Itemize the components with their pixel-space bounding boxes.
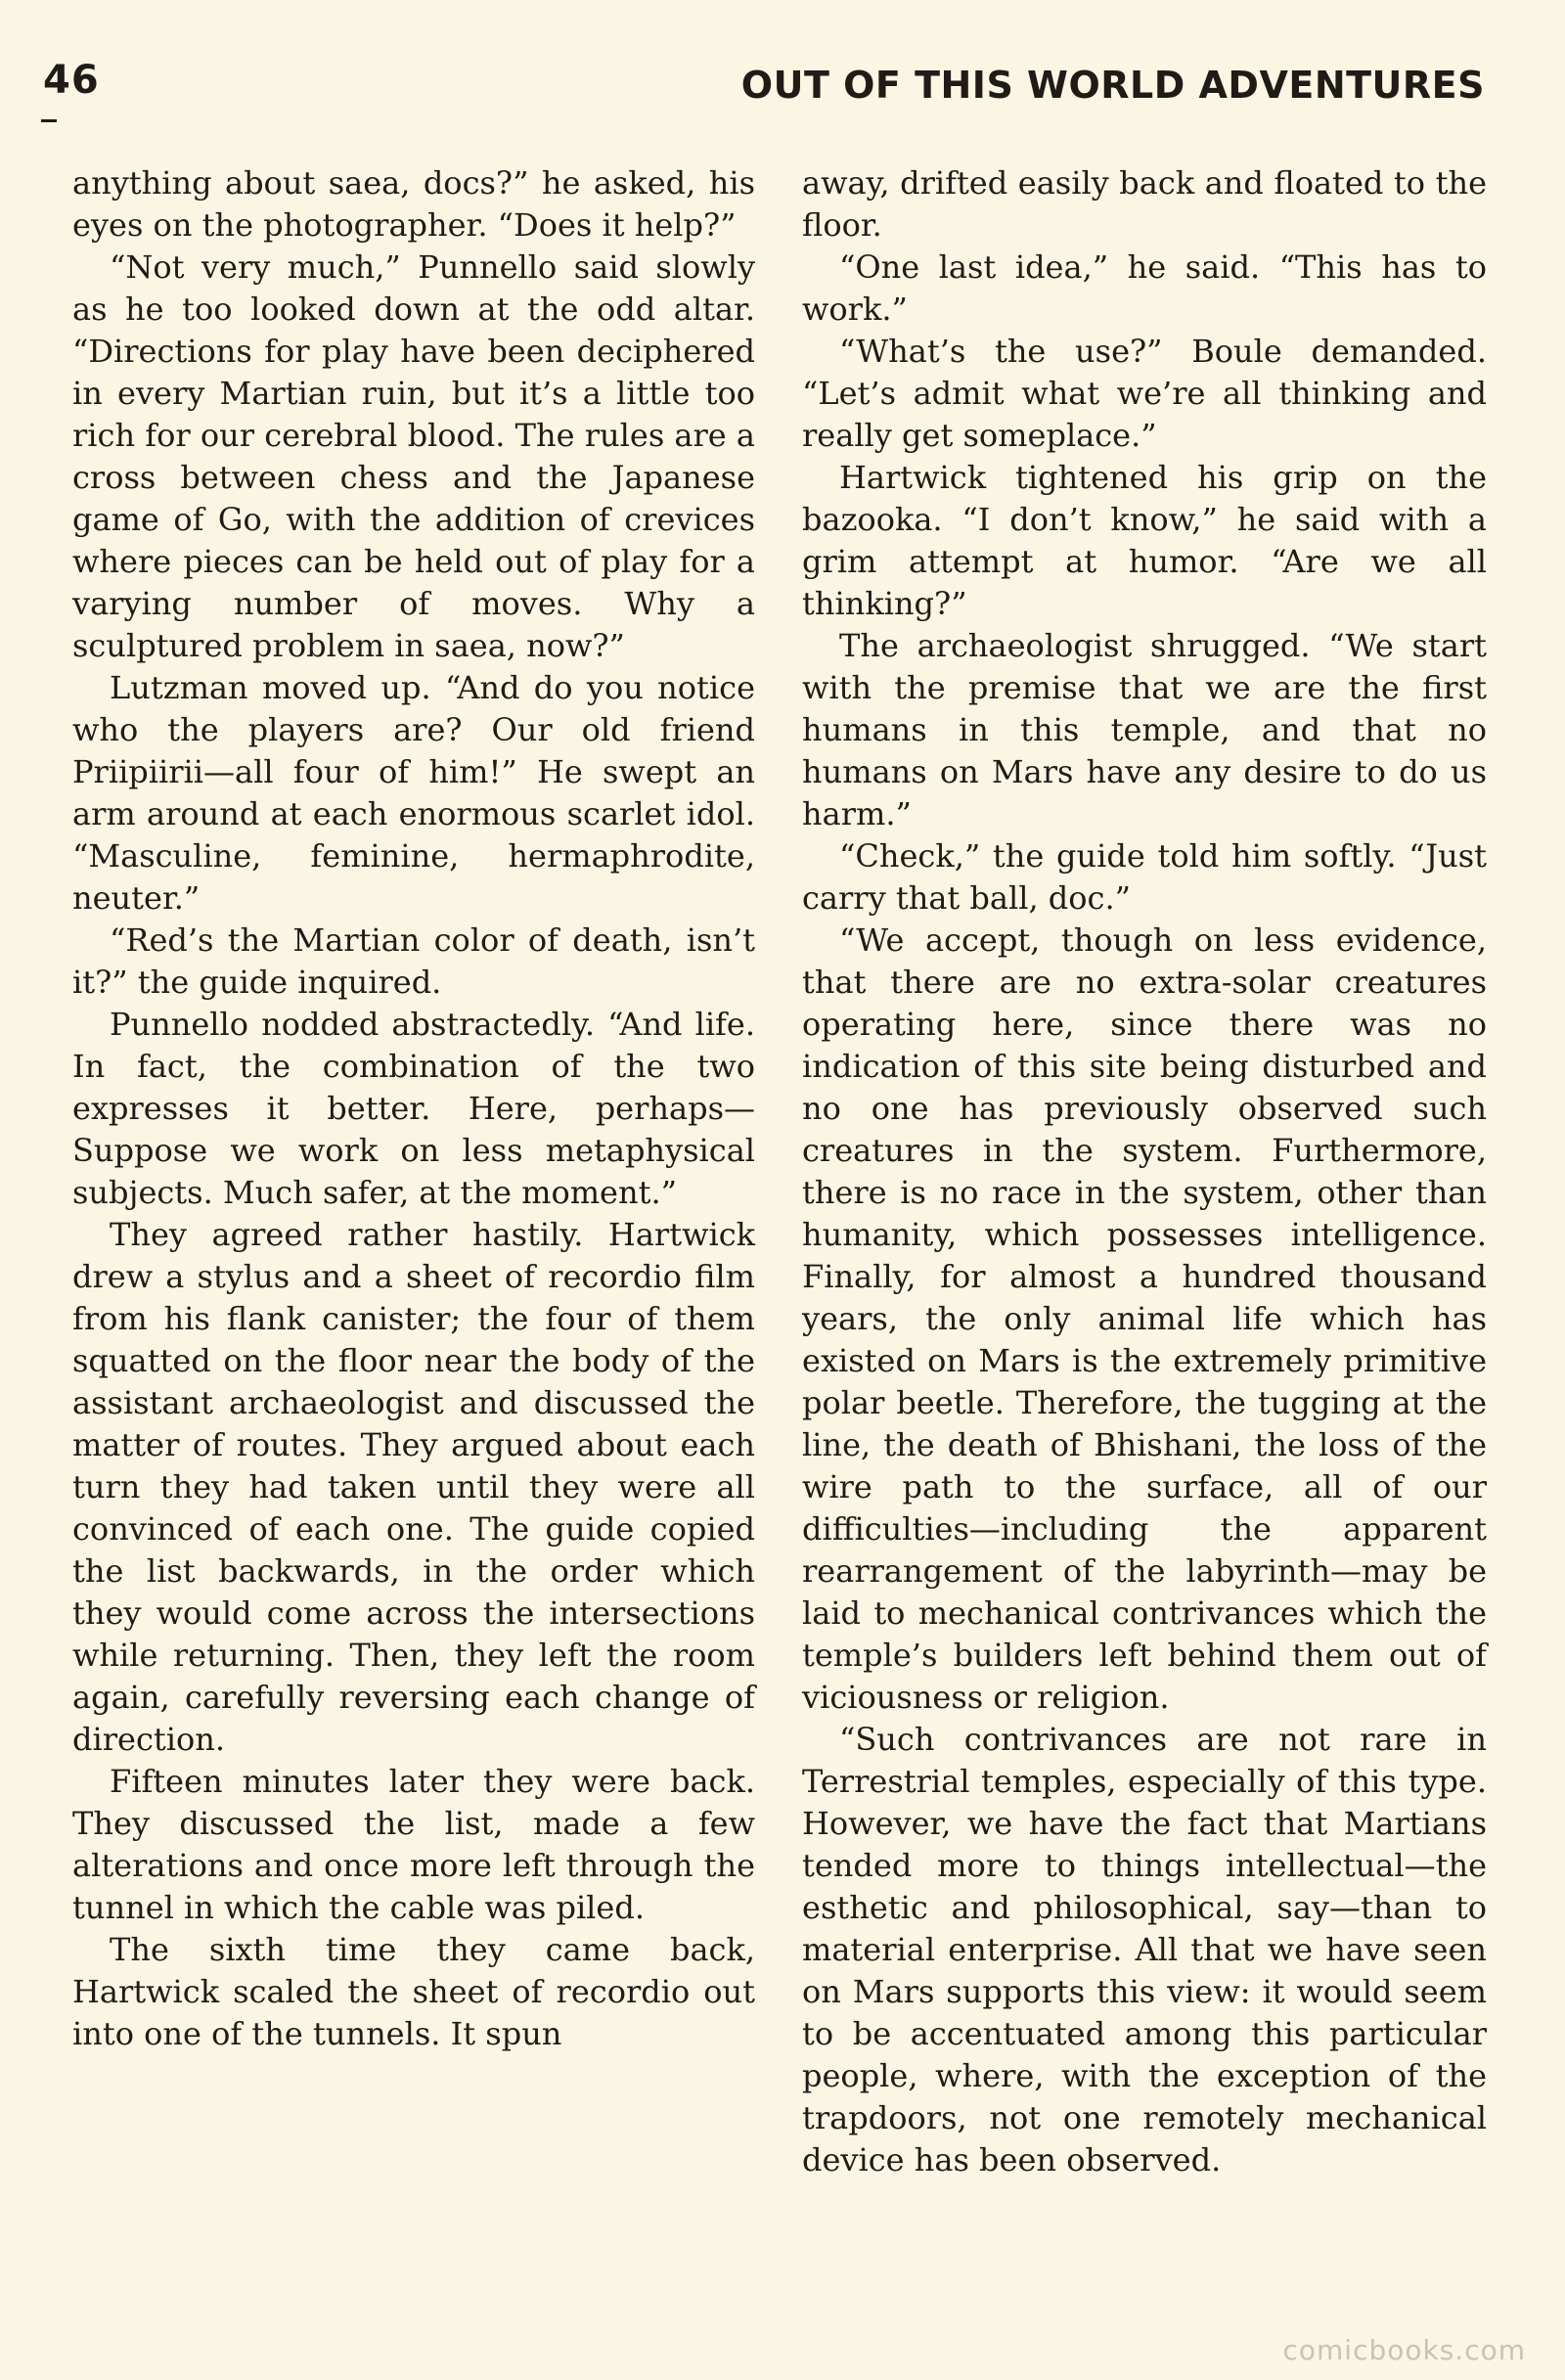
paragraph: “Such contrivances are not rare in Terrestrial temples, especially of this type. However, we have the fact that Martians tended more to things intellectual—the esthetic and philosophical, say—than to material enterprise. All that we have seen on Mars supports this view: it would seem to be accentuated among this particular people, where, with the exception of the trapdoors, not one remotely mechanical device has been observed.: [802, 1721, 1487, 2178]
paragraph: “Red’s the Martian color of death, isn’t it?” the guide inquired.: [72, 921, 755, 1001]
paragraph: “Check,” the guide told him softly. “Just carry that ball, doc.”: [802, 837, 1487, 917]
watermark: comicbooks.com: [1282, 2334, 1526, 2366]
paragraph: anything about saea, docs?” he asked, his eyes on the photographer. “Does it help?”: [72, 164, 755, 244]
page-header: [0, 0, 1565, 127]
paragraph: The sixth time they came back, Hartwick scaled the sheet of recordio out into one of the tunnels. It spun: [72, 1931, 755, 2052]
paragraph: “We accept, though on less evidence, that there are no extra-solar creatures operating here, since there was no indication of this site being disturbed and no one has previously observed such creatures in the system. Furthermore, there is no race in the system, other than humanity, which possesses intelligence. Finally, for almost a hundred thousand years, the only animal life which has existed on Mars is the extremely primitive polar beetle. Therefore, the tugging at the line, the death of Bhishani, the loss of the wire path to the surface, all of our difficulties—including the apparent rearrangement of the labyrinth—may be laid to mechanical contrivances which the temple’s builders left behind them out of viciousness or religion.: [802, 921, 1487, 1716]
page-number: 46: [43, 58, 100, 103]
paragraph: “Not very much,” Punnello said slowly as he too looked down at the odd altar. “Directions for play have been deciphered in every Martian ruin, but it’s a little too rich for our cerebral blood. The rules are a cross between chess and the Japanese game of Go, with the addition of crevices where pieces can be held out of play for a varying number of moves. Why a sculptured problem in saea, now?”: [72, 248, 755, 664]
left-column: [72, 162, 755, 2055]
paragraph: The archaeologist shrugged. “We start with the premise that we are the first humans in this temple, and that no humans on Mars have any desire to do us harm.”: [802, 627, 1487, 832]
header-dash: [41, 119, 57, 122]
paragraph: Hartwick tightened his grip on the bazooka. “I don’t know,” he said with a grim attempt at humor. “Are we all thinking?”: [802, 459, 1487, 622]
paragraph: Punnello nodded abstractedly. “And life. In fact, the combination of the two expresses it better. Here, perhaps— Suppose we work on less metaphysical subjects. Much safer, at the moment.”: [72, 1006, 755, 1211]
paragraph: Fifteen minutes later they were back. They discussed the list, made a few alterations and once more left through the tunnel in which the cable was piled.: [72, 1763, 755, 1926]
right-column: [802, 162, 1487, 2181]
paragraph: “One last idea,” he said. “This has to work.”: [802, 248, 1487, 328]
running-title: OUT OF THIS WORLD ADVENTURES: [740, 64, 1485, 107]
paragraph: Lutzman moved up. “And do you notice who the players are? Our old friend Priipiirii—all four of him!” He swept an arm around at each enormous scarlet idol. “Masculine, feminine, hermaphrodite, neuter.”: [72, 669, 755, 917]
paragraph: They agreed rather hastily. Hartwick drew a stylus and a sheet of recordio film from his flank canister; the four of them squatted on the floor near the body of the assistant archaeologist and discussed the matter of routes. They argued about each turn they had taken until they were all convinced of each one. The guide copied the list backwards, in the order which they would come across the intersections while returning. Then, they left the room again, carefully reversing each change of direction.: [72, 1216, 755, 1758]
paragraph: “What’s the use?” Boule demanded. “Let’s admit what we’re all thinking and really get someplace.”: [802, 333, 1487, 454]
paragraph: away, drifted easily back and floated to the floor.: [802, 164, 1487, 244]
